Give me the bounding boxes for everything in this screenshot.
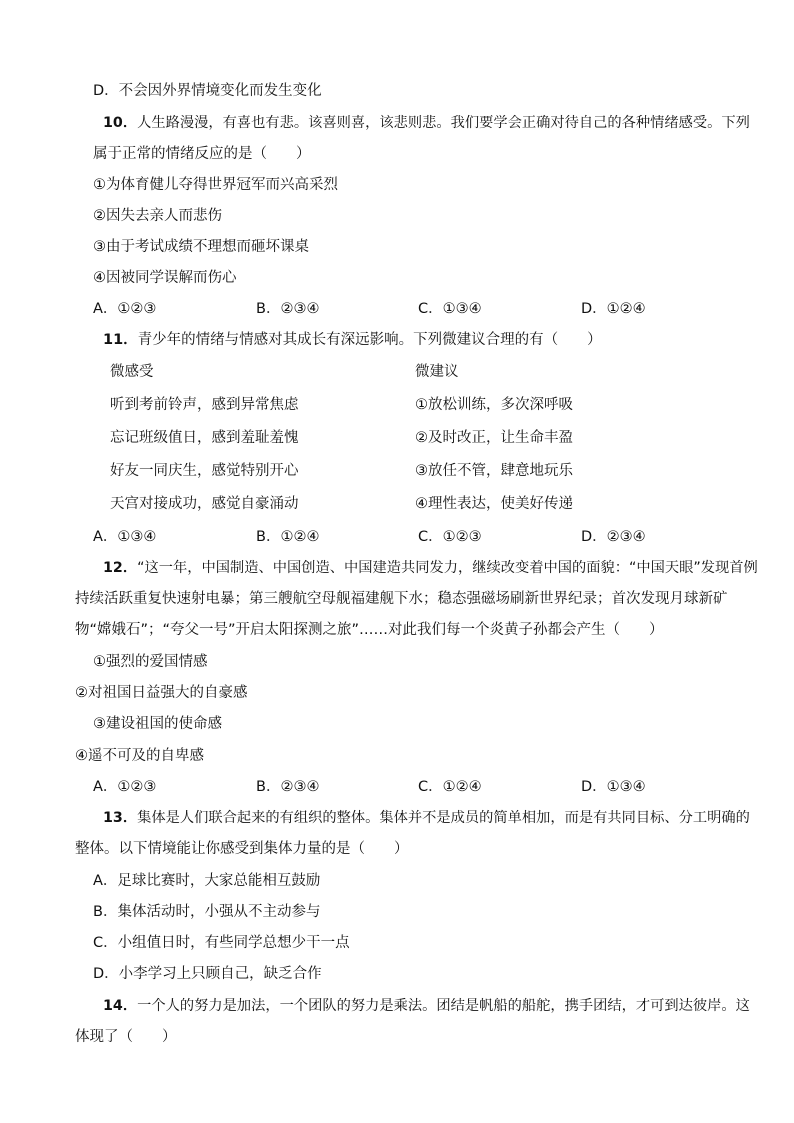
- q12-item-1: ①强烈的爱国情感: [93, 654, 208, 670]
- q12-number: 12．: [103, 560, 138, 576]
- q13-stem1: 集体是人们联合起来的有组织的整体。集体并不是成员的简单相加，而是有共同目标、分工明确的: [137, 810, 750, 826]
- q12-stem-line3: 物“嫦娥石”；“夸父一号”开启太阳探测之旅”……对此我们每一个炎黄子孙都会产生（ ）: [75, 622, 664, 638]
- q11-option-d: D．②③④: [581, 529, 646, 545]
- q10-item-1: ①为体育健儿夺得世界冠军而兴高采烈: [93, 177, 338, 193]
- q14-number: 14．: [103, 998, 138, 1014]
- q9-option-d: D．不会因外界情境变化而发生变化: [93, 83, 322, 99]
- q10-option-b: B．②③④: [256, 301, 320, 317]
- q12-option-a: A．①②③: [93, 779, 157, 795]
- q11-left-4: 天宫对接成功，感觉自豪涌动: [110, 496, 299, 512]
- q13-option-a: A．足球比赛时，大家总能相互鼓励: [93, 873, 321, 889]
- q10-option-c: C．①③④: [418, 301, 482, 317]
- q14-stem-line1: [103, 996, 750, 1016]
- q13-option-d: D．小李学习上只顾自己，缺乏合作: [93, 966, 322, 982]
- q13-stem-line2: 整体。以下情境能让你感受到集体力量的是（ ）: [75, 841, 409, 857]
- q10-number: 10．: [103, 115, 138, 131]
- q10-stem1: 人生路漫漫，有喜也有悲。该喜则喜，该悲则悲。我们要学会正确对待自己的各种情绪感受。下列: [137, 115, 750, 131]
- q11-left-2: 忘记班级值日，感到羞耻羞愧: [110, 430, 299, 446]
- q12-item-3: ③建设祖国的使命感: [93, 716, 222, 732]
- q13-option-c: C．小组值日时，有些同学总想少干一点: [93, 935, 350, 951]
- q12-item-2: ②对祖国日益强大的自豪感: [75, 685, 248, 701]
- q11-right-3: ③放任不管，肆意地玩乐: [415, 463, 573, 479]
- q11-col-left-header: 微感受: [110, 364, 154, 380]
- q10-stem-line1: [103, 113, 750, 133]
- q12-stem1: “这一年，中国制造、中国创造、中国建造共同发力，继续改变着中国的面貌：“中国天眼”发现首例: [137, 560, 758, 576]
- q10-stem-line2: 属于正常的情绪反应的是（ ）: [93, 146, 311, 162]
- q12-option-b: B．②③④: [256, 779, 320, 795]
- q11-left-1: 听到考前铃声，感到异常焦虑: [110, 397, 299, 413]
- q10-item-2: ②因失去亲人而悲伤: [93, 208, 222, 224]
- q12-stem-line1: [103, 558, 758, 578]
- q12-item-4: ④遥不可及的自卑感: [75, 748, 204, 764]
- q11-option-c: C．①②③: [418, 529, 482, 545]
- q11-option-b: B．①②④: [256, 529, 320, 545]
- q13-stem-line1: [103, 808, 750, 828]
- q11-col-right-header: 微建议: [415, 364, 459, 380]
- q10-item-3: ③由于考试成绩不理想而砸坏课桌: [93, 239, 309, 255]
- q14-stem1: 一个人的努力是加法，一个团队的努力是乘法。团结是帆船的船舵，携手团结，才可到达彼岸。这: [137, 998, 750, 1014]
- q11-stem-text: 青少年的情绪与情感对其成长有深远影响。下列微建议合理的有（ ）: [137, 332, 602, 348]
- q11-option-a: A．①③④: [93, 529, 157, 545]
- q11-stem: [103, 330, 602, 350]
- q11-right-2: ②及时改正，让生命丰盈: [415, 430, 573, 446]
- q12-option-c: C．①②④: [418, 779, 482, 795]
- q12-option-d: D．①③④: [581, 779, 646, 795]
- q10-option-a: A．①②③: [93, 301, 157, 317]
- q14-stem-line2: 体现了（ ）: [75, 1029, 177, 1045]
- q12-stem-line2: 持续活跃重复快速射电暴；第三艘航空母舰福建舰下水；稳态强磁场刷新世界纪录；首次发现月球新矿: [75, 591, 728, 607]
- q10-item-4: ④因被同学误解而伤心: [93, 270, 237, 286]
- q13-number: 13．: [103, 810, 138, 826]
- q11-right-4: ④理性表达，使美好传递: [415, 496, 573, 512]
- q10-option-d: D．①②④: [581, 301, 646, 317]
- q11-right-1: ①放松训练，多次深呼吸: [415, 397, 573, 413]
- q11-left-3: 好友一同庆生，感觉特别开心: [110, 463, 299, 479]
- q13-option-b: B．集体活动时，小强从不主动参与: [93, 904, 321, 920]
- q11-number: 11．: [103, 332, 138, 348]
